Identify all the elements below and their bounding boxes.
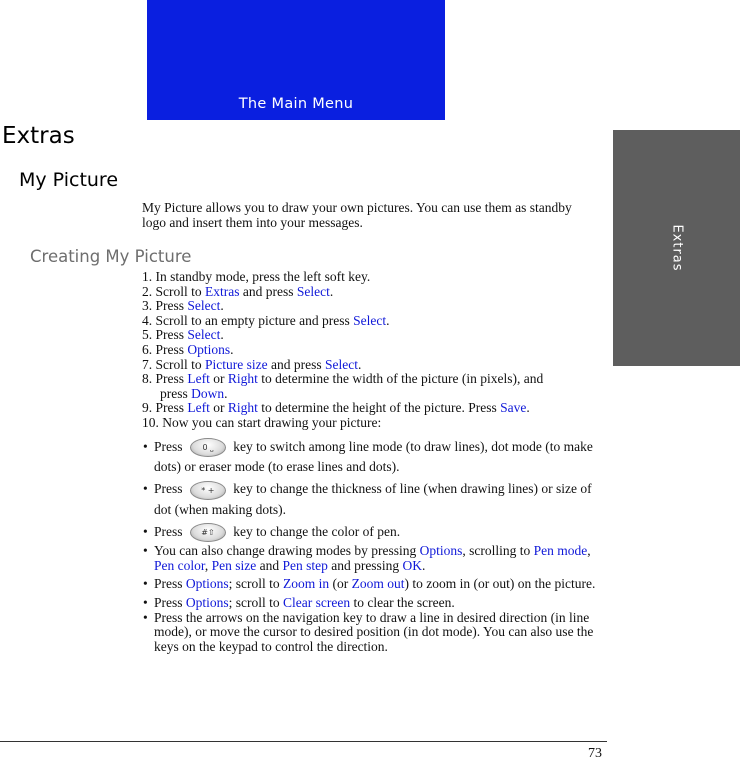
step-8: 8. Press Left or Right to determine the width of the picture (in pixels), and: [142, 371, 544, 387]
step-9: 9. Press Left or Right to determine the height of the picture. Press Save.: [142, 400, 530, 416]
step-5: 5. Press Select.: [142, 327, 224, 343]
hash-key-icon: #⇧: [190, 523, 226, 542]
side-tab-label: Extras: [669, 224, 684, 272]
section-title: My Picture: [19, 169, 119, 191]
star-key-icon: * +: [190, 481, 226, 500]
drawing-tips-list: [143, 437, 608, 658]
chapter-side-tab: [613, 130, 740, 366]
zero-key-icon: 0 ⎵: [190, 438, 226, 457]
chapter-heading: Extras: [2, 123, 75, 149]
footer-divider: [0, 741, 607, 742]
list-item: • Press Options; scroll to Clear screen to clear the screen.: [143, 595, 455, 610]
list-item: • You can also change drawing modes by pressing Options, scrolling to Pen mode, Pen color, Pen size and Pen step and pressing OK.: [143, 543, 591, 573]
step-4: 4. Scroll to an empty picture and press Select.: [142, 312, 390, 328]
section-banner: [147, 0, 445, 120]
page-number: 73: [588, 746, 602, 761]
list-item: • Press the arrows on the navigation key to draw a line in desired direction (in line mode), or move the cursor to desired position (in dot mode). You can also use the keys on the keypad to control the direction.: [143, 609, 594, 654]
list-item: • Press #⇧ key to change the color of pen.: [143, 522, 608, 542]
subsection-title: Creating My Picture: [30, 247, 192, 266]
list-item: • Press * + key to change the thickness of line (when drawing lines) or size of dot (when making dots).: [143, 481, 592, 517]
banner-title: The Main Menu: [238, 96, 354, 112]
step-10: 10. Now you can start drawing your picture:: [142, 414, 382, 430]
step-2: 2. Scroll to Extras and press Select.: [142, 283, 334, 299]
section-intro: My Picture allows you to draw your own pictures. You can use them as standby logo and insert them into your messages.: [142, 200, 572, 230]
list-item: • Press 0 ⎵ key to switch among line mode (to draw lines), dot mode (to make dots) or eraser mode (to erase lines and dots).: [143, 439, 593, 475]
step-3: 3. Press Select.: [142, 298, 224, 314]
list-item: • Press Options; scroll to Zoom in (or Zoom out) to zoom in (or out) on the picture.: [143, 576, 596, 592]
step-6: 6. Press Options.: [142, 341, 234, 357]
step-7: 7. Scroll to Picture size and press Select.: [142, 356, 362, 372]
step-1: 1. In standby mode, press the left soft key.: [142, 269, 371, 284]
step-8-continued: press Down.: [160, 385, 228, 401]
steps-list: [142, 270, 612, 431]
